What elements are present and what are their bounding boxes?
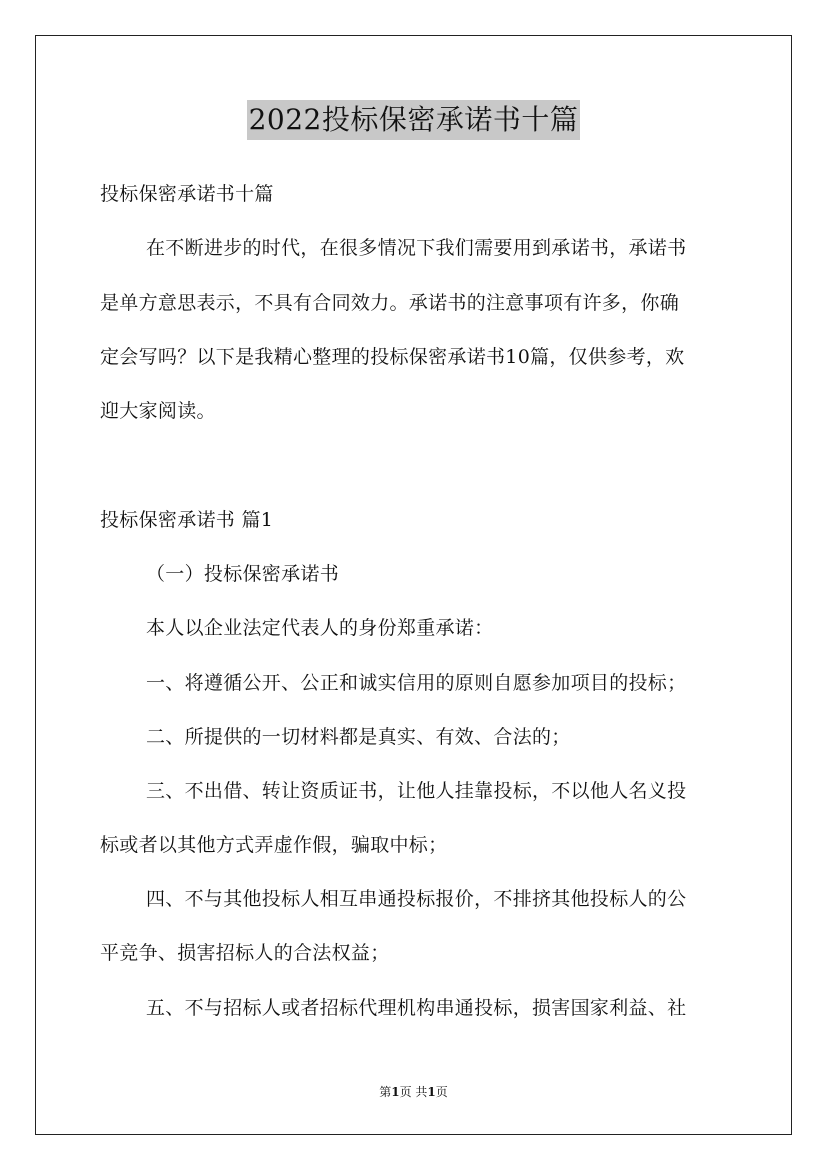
- paragraph-line: 迎大家阅读。: [100, 400, 216, 422]
- section-heading: 投标保密承诺书 篇1: [100, 509, 274, 531]
- title-wrap: [0, 100, 827, 140]
- paragraph-line: 标或者以其他方式弄虚作假，骗取中标；: [100, 834, 448, 856]
- document-title: 2022投标保密承诺书十篇: [247, 100, 581, 140]
- paragraph-line: 五、不与招标人或者招标代理机构串通投标，损害国家利益、社: [146, 997, 687, 1019]
- paragraph-line: 二、所提供的一切材料都是真实、有效、合法的；: [146, 726, 571, 748]
- paragraph-line: 平竞争、损害招标人的合法权益；: [100, 942, 390, 964]
- paragraph-line: 四、不与其他投标人相互串通投标报价，不排挤其他投标人的公: [146, 888, 687, 910]
- paragraph-line: 三、不出借、转让资质证书，让他人挂靠投标，不以他人名义投: [146, 780, 687, 802]
- paragraph-line: 是单方意思表示，不具有合同效力。承诺书的注意事项有许多，你确: [100, 292, 680, 314]
- footer-page-total: 1: [427, 1085, 436, 1099]
- paragraph-line: 本人以企业法定代表人的身份郑重承诺：: [146, 617, 494, 639]
- footer-page-mid: 页 共: [399, 1085, 428, 1099]
- footer-page-current: 1: [391, 1085, 400, 1099]
- subsection-heading: （一）投标保密承诺书: [146, 563, 340, 585]
- paragraph-line: 在不断进步的时代，在很多情况下我们需要用到承诺书，承诺书: [146, 237, 687, 259]
- footer-page-suffix: 页: [435, 1085, 448, 1099]
- footer-page-prefix: 第: [379, 1085, 392, 1099]
- paragraph-line: 一、将遵循公开、公正和诚实信用的原则自愿参加项目的投标；: [146, 672, 687, 694]
- paragraph-line: 定会写吗？以下是我精心整理的投标保密承诺书10篇，仅供参考，欢: [100, 346, 685, 368]
- subtitle-line: 投标保密承诺书十篇: [100, 183, 274, 205]
- page-footer: [0, 1084, 827, 1100]
